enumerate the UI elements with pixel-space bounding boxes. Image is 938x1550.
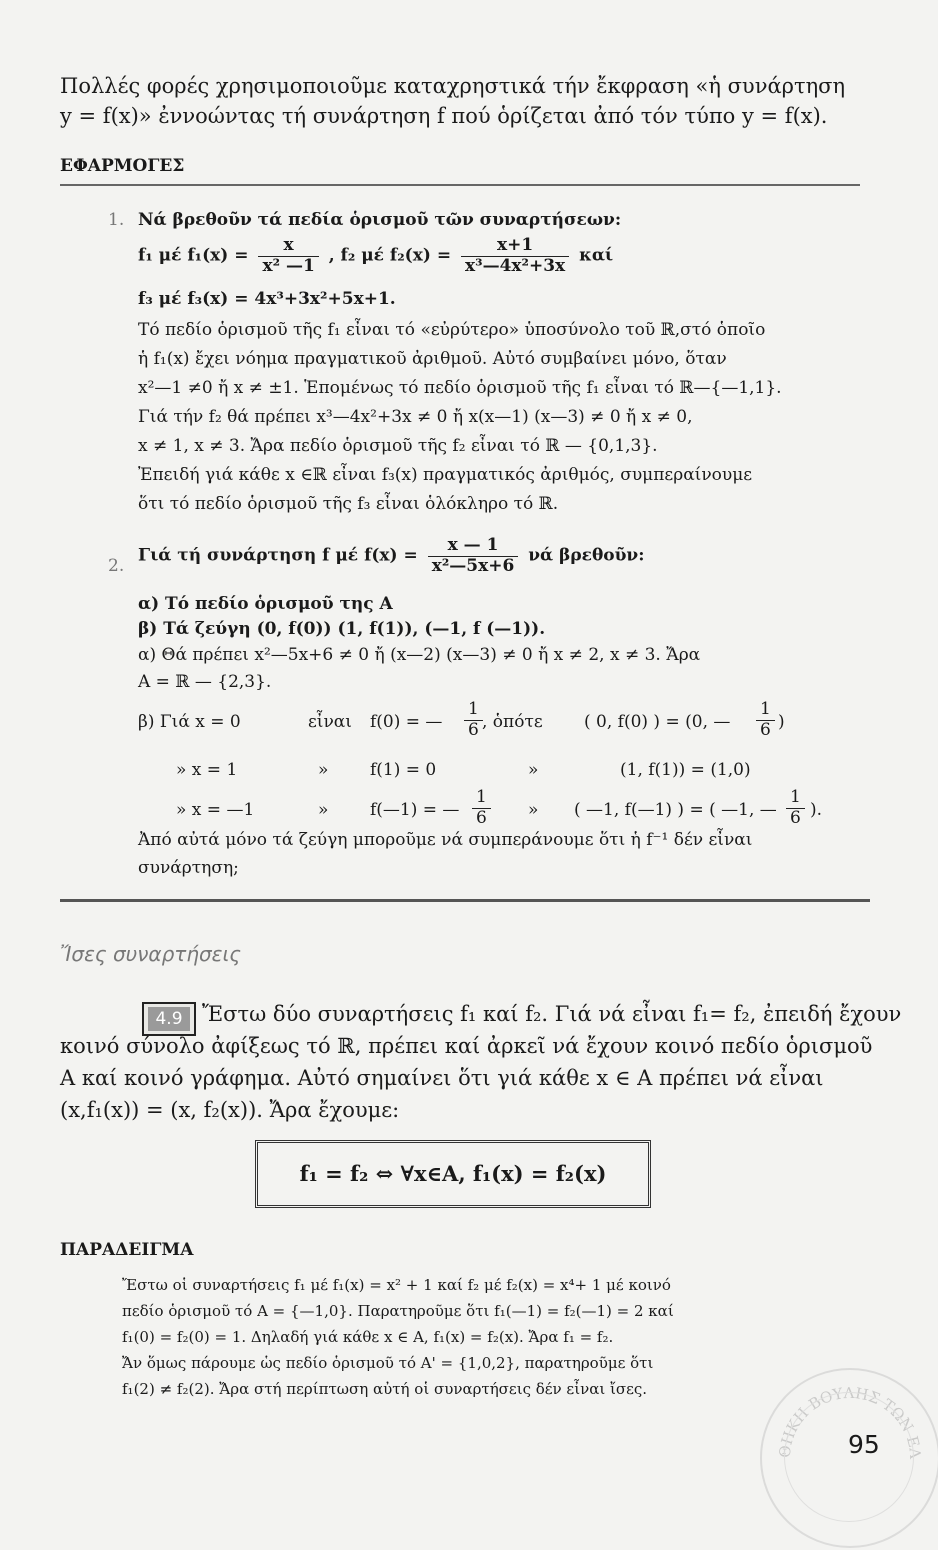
b-r3-num-2: 1 — [786, 788, 805, 809]
b-r2-x: » x = 1 — [176, 760, 238, 780]
b-r3-ditto-2: » — [528, 800, 539, 820]
b-r1-den-2: 6 — [760, 719, 771, 740]
ex2-numerator: x — 1 — [428, 536, 519, 557]
b-r1-num: 1 — [464, 700, 483, 721]
stamp-text: ΘΗΚΗ ΒΟΥΛΗΣ ΤΩΝ ΕΛ — [775, 1383, 925, 1460]
b-r3-fraction — [472, 788, 491, 828]
sec49-line-2: κοινό σύνολο ἀφίξεως τό ℝ, πρέπει καί ἀρκεῖ νά ἔχουν κοινό πεδίο ὁρισμοῦ — [60, 1034, 873, 1058]
ex1-number: 1. — [108, 210, 125, 230]
ex1-para-4: Γιά τήν f₂ θά πρέπει x³—4x²+3x ≠ 0 ἤ x(x—1) (x—3) ≠ 0 ἤ x ≠ 0, — [138, 407, 693, 427]
ex2-answer-a-1: α) Θά πρέπει x²—5x+6 ≠ 0 ἤ (x—2) (x—3) ≠ 0 ἤ x ≠ 2, x ≠ 3. Ἄρα — [138, 645, 701, 665]
ex2-title-line — [138, 536, 645, 576]
sec49-line-1: Ἔστω δύο συναρτήσεις f₁ καί f₂. Γιά νά εἶναι f₁= f₂, ἐπειδή ἔχουν — [202, 1002, 902, 1026]
f1-label: f₁ μέ f₁(x) = — [138, 245, 249, 266]
ex1-para-2: ἡ f₁(x) ἔχει νόημα πραγματικοῦ ἀριθμοῦ. Αὐτό συμβαίνει μόνο, ὅταν — [138, 349, 727, 369]
ex2-title-b: νά βρεθοῦν: — [528, 545, 645, 566]
ex2-fraction — [428, 536, 519, 576]
ex1-functions-line — [138, 236, 613, 276]
ex1-para-1: Τό πεδίο ὁρισμοῦ τῆς f₁ εἶναι τό «εὐρύτερο» ὑποσύνολο τοῦ ℝ,στό ὁποῖο — [138, 320, 766, 340]
intro-line-1: Πολλές φορές χρησιμοποιοῦμε καταχρηστικά τήν ἔκφραση «ἡ συνάρτηση — [60, 74, 846, 98]
equality-formula: f₁ = f₂ ⇔ ∀x∈A, f₁(x) = f₂(x) — [255, 1140, 651, 1208]
b-r2-ditto-2: » — [528, 760, 539, 780]
f2-fraction — [461, 236, 569, 276]
f1-fraction — [258, 236, 318, 276]
example-line-3: f₁(0) = f₂(0) = 1. Δηλαδή γιά κάθε x ∈ A, f₁(x) = f₂(x). Ἄρα f₁ = f₂. — [122, 1328, 614, 1346]
page-number: 95 — [848, 1430, 880, 1459]
ex2-conclusion-1: Ἀπό αὐτά μόνο τά ζεύγη μποροῦμε νά συμπεράνουμε ὅτι ἡ f⁻¹ δέν εἶναι — [138, 830, 753, 850]
section-rule — [60, 899, 870, 902]
b-r2-pair: (1, f(1)) = (1,0) — [620, 760, 751, 780]
b-r2-f: f(1) = 0 — [370, 760, 437, 780]
f2-numerator: x+1 — [461, 236, 569, 257]
f1-denominator: x² —1 — [262, 255, 315, 276]
ex2-question-a: α) Τό πεδίο ὁρισμοῦ της A — [138, 594, 393, 614]
ex1-para-5: x ≠ 1, x ≠ 3. Ἄρα πεδίο ὁρισμοῦ τῆς f₂ εἶναι τό ℝ — {0,1,3}. — [138, 436, 658, 456]
b-r1-is: εἶναι — [308, 712, 352, 732]
f2-denominator: x³—4x²+3x — [464, 255, 566, 276]
f3-line: f₃ μέ f₃(x) = 4x³+3x²+5x+1. — [138, 289, 396, 309]
b-r3-num: 1 — [472, 788, 491, 809]
section-badge-box — [142, 1002, 196, 1036]
intro-line-2: y = f(x)» ἐννοώντας τή συνάρτηση f πού ὁρίζεται ἀπό τόν τύπο y = f(x). — [60, 104, 828, 128]
ex2-conclusion-2: συνάρτηση; — [138, 858, 239, 878]
example-line-4: Ἄν ὅμως πάρουμε ὡς πεδίο ὁρισμοῦ τό A' = {1,0,2}, παρατηροῦμε ὅτι — [122, 1354, 654, 1372]
b-r1-fraction — [464, 700, 483, 740]
b-r3-f: f(—1) = — — [370, 800, 460, 820]
example-line-1: Ἔστω οἱ συναρτήσεις f₁ μέ f₁(x) = x² + 1 καί f₂ μέ f₂(x) = x⁴+ 1 μέ κοινό — [122, 1276, 671, 1294]
kai-word: καί — [579, 245, 614, 266]
b-r3-pair: ( —1, f(—1) ) = ( —1, — — [574, 800, 777, 820]
ex2-answer-a-2: A = ℝ — {2,3}. — [138, 672, 272, 692]
b-r3-ditto: » — [318, 800, 329, 820]
b-r3-close: ). — [810, 800, 823, 820]
b-r2-ditto: » — [318, 760, 329, 780]
sec49-line-3: A καί κοινό γράφημα. Αὐτό σημαίνει ὅτι γιά κάθε x ∈ A πρέπει νά εἶναι — [60, 1066, 824, 1090]
b-r1-num-2: 1 — [756, 700, 775, 721]
sec49-line-4: (x,f₁(x)) = (x, f₂(x)). Ἄρα ἔχουμε: — [60, 1098, 400, 1122]
f2-label: , f₂ μέ f₂(x) = — [328, 245, 452, 266]
section-badge: 4.9 — [148, 1007, 190, 1031]
b-r3-fraction-2 — [786, 788, 805, 828]
example-line-2: πεδίο ὁρισμοῦ τό A = {—1,0}. Παρατηροῦμε ὅτι f₁(—1) = f₂(—1) = 2 καί — [122, 1302, 674, 1320]
ex2-question-b: β) Τά ζεύγη (0, f(0)) (1, f(1)), (—1, f (—1)). — [138, 619, 546, 639]
ex2-title-a: Γιά τή συνάρτηση f μέ f(x) = — [138, 545, 418, 566]
heading-example: ΠΑΡΑΔΕΙΓΜΑ — [60, 1240, 194, 1260]
b-r1-hence: , ὁπότε — [482, 712, 543, 732]
ex1-para-3: x²—1 ≠0 ἤ x ≠ ±1. Ἑπομένως τό πεδίο ὁρισμοῦ τῆς f₁ εἶναι τό ℝ—{—1,1}. — [138, 378, 782, 398]
b-r1-x: β) Γιά x = 0 — [138, 712, 241, 732]
b-r3-den: 6 — [476, 807, 487, 828]
example-line-5: f₁(2) ≠ f₂(2). Ἄρα στή περίπτωση αὐτή οἱ συναρτήσεις δέν εἶναι ἴσες. — [122, 1380, 648, 1398]
f1-numerator: x — [258, 236, 318, 257]
b-r1-f: f(0) = — — [370, 712, 443, 732]
b-r3-den-2: 6 — [790, 807, 801, 828]
ex1-para-7: ὅτι τό πεδίο ὁρισμοῦ τῆς f₃ εἶναι ὁλόκληρο τό ℝ. — [138, 494, 559, 514]
b-r1-den: 6 — [468, 719, 479, 740]
ex1-para-6: Ἐπειδή γιά κάθε x ∈ℝ εἶναι f₃(x) πραγματικός ἀριθμός, συμπεραίνουμε — [138, 465, 753, 485]
ex1-title: Νά βρεθοῦν τά πεδία ὁρισμοῦ τῶν συναρτήσεων: — [138, 210, 622, 230]
b-r1-close: ) — [778, 712, 785, 732]
b-r1-pair: ( 0, f(0) ) = (0, — — [584, 712, 731, 732]
section-title: Ἴσες συναρτήσεις — [60, 942, 241, 966]
ex2-number: 2. — [108, 556, 125, 576]
ex2-denominator: x²—5x+6 — [431, 555, 515, 576]
b-r1-fraction-2 — [756, 700, 775, 740]
b-r3-x: » x = —1 — [176, 800, 255, 820]
heading-rule — [60, 184, 860, 186]
heading-applications: ΕΦΑΡΜΟΓΕΣ — [60, 156, 185, 176]
